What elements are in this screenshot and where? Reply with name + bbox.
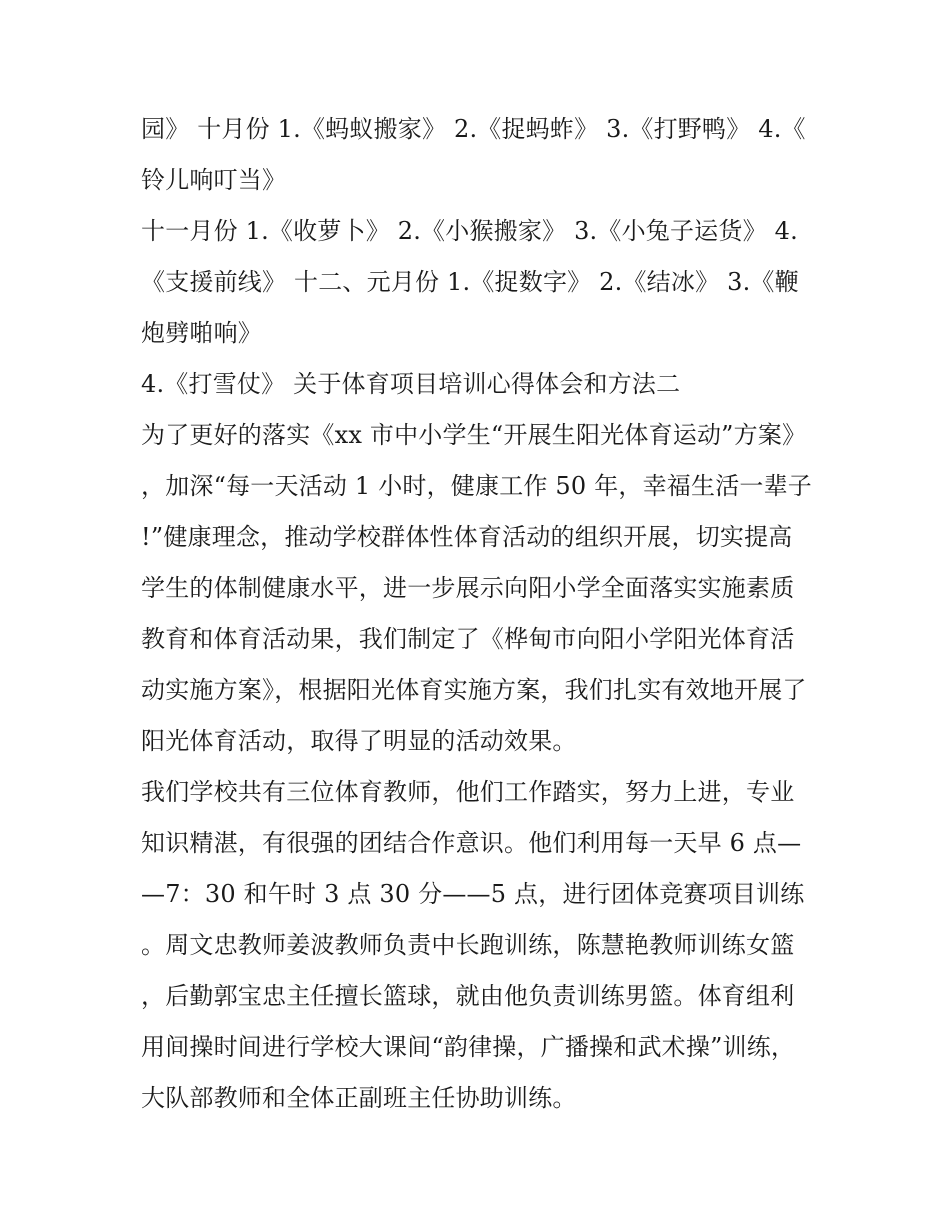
paragraph-activity-list-october: 园》 十月份 1.《蚂蚁搬家》 2.《捉蚂蚱》 3.《打野鸭》 4.《铃儿响叮当》 (141, 115, 806, 194)
paragraph-activity-list-november-december: 十一月份 1.《收萝卜》 2.《小猴搬家》 3.《小兔子运货》 4.《支援前线》 十二、元月份 1.《捉数字》 2.《结冰》 3.《鞭炮劈啪响》 (141, 217, 799, 347)
paragraph-pe-teachers-training: 我们学校共有三位体育教师，他们工作踏实，努力上进，专业知识精湛，有很强的团结合作意识。他们利用每一天早 6 点——7：30 和午时 3 点 30 分——5 点，进行团体竞赛项目训练。周文忠教师姜波教师负责中长跑训练，陈慧艳教师训练女篮，后勤郭宝忠主任擅长篮球，就由他负责训练男篮。体育组利用间操时间进行学校大课间“韵律操，广播操和武术操”训练，大队部教师和全体正副班主任协助训练。 (141, 778, 805, 1112)
paragraph-sunshine-sports-plan: 为了更好的落实《xx 市中小学生“开展生阳光体育运动”方案》，加深“每一天活动 1 小时，健康工作 50 年，幸福生活一辈子!”健康理念，推动学校群体性体育活动的组织开展，切实提高学生的体制健康水平，进一步展示向阳小学全面落实实施素质教育和体育活动果，我们制定了《桦甸市向阳小学阳光体育活动实施方案》，根据阳光体育实施方案，我们扎实有效地开展了阳光体育活动，取得了明显的活动效果。 (141, 421, 812, 755)
document-body (141, 104, 813, 1124)
paragraph-section-heading: 4.《打雪仗》 关于体育项目培训心得体会和方法二 (141, 370, 681, 398)
